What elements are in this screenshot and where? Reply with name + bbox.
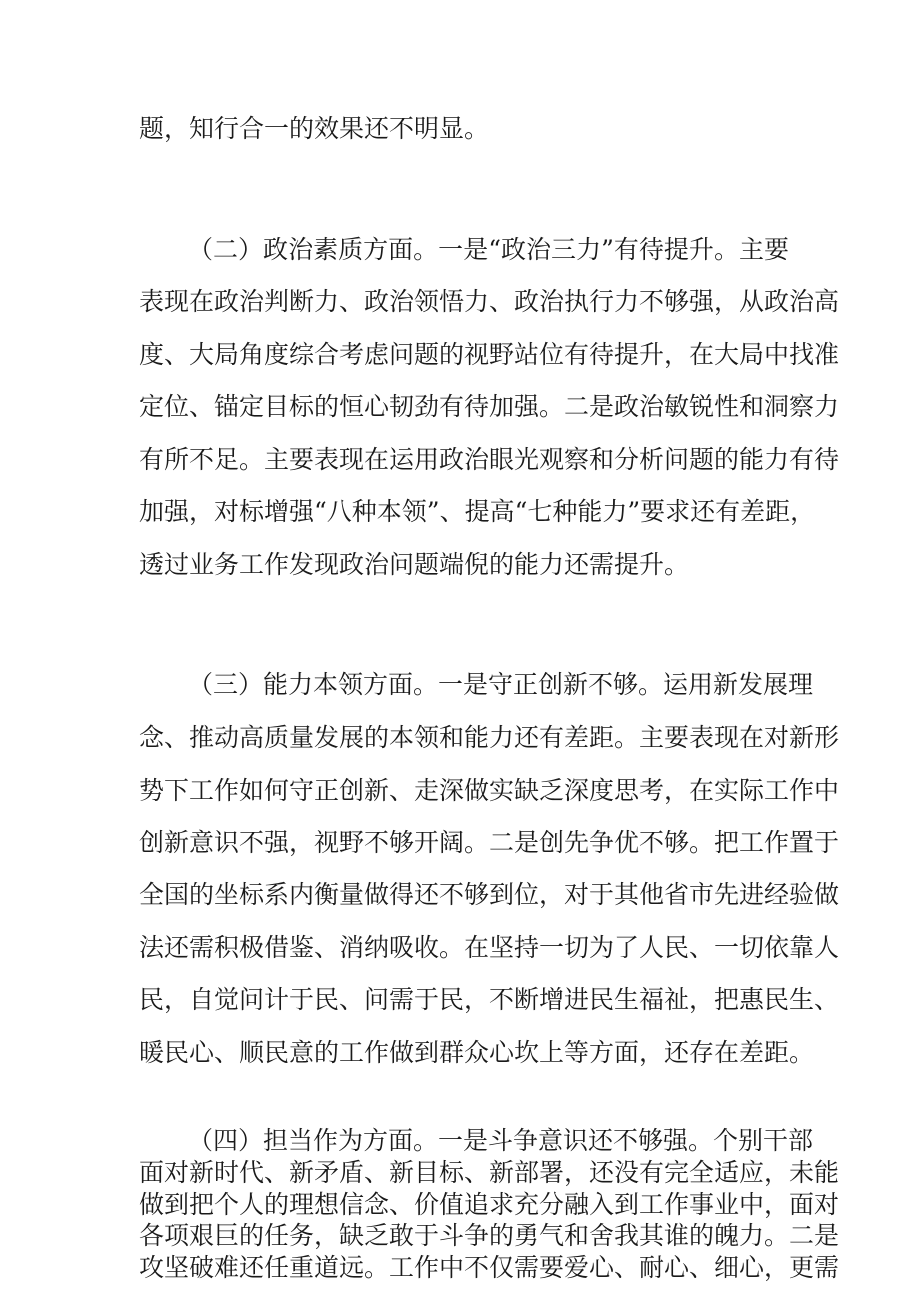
paragraph-3-line-8: 暖民心、顺民意的工作做到群众心坎上等方面，还存在差距。: [139, 1038, 815, 1067]
paragraph-3-line-4: 创新意识不强，视野不够开阔。二是创先争优不够。把工作置于: [139, 828, 840, 857]
paragraph-4-line-2: 面对新时代、新矛盾、新目标、新部署，还没有完全适应，未能: [139, 1158, 840, 1187]
paragraph-4-line-1: （四）担当作为方面。一是斗争意识还不够强。个别干部: [188, 1126, 814, 1155]
paragraph-2-line-4: 定位、锚定目标的恒心韧劲有待加强。二是政治敏锐性和洞察力: [139, 392, 840, 421]
paragraph-4-line-5: 攻坚破难还任重道远。工作中不仅需要爱心、耐心、细心，更需: [139, 1253, 840, 1282]
paragraph-3-line-1: （三）能力本领方面。一是守正创新不够。运用新发展理: [188, 670, 814, 699]
paragraph-2-line-7: 透过业务工作发现政治问题端倪的能力还需提升。: [139, 550, 690, 579]
paragraph-3-line-5: 全国的坐标系内衡量做得还不够到位，对于其他省市先进经验做: [139, 880, 840, 909]
paragraph-3-line-7: 民，自觉问计于民、问需于民，不断增进民生福祉，把惠民生、: [139, 985, 840, 1014]
paragraph-4-line-3: 做到把个人的理想信念、价值追求充分融入到工作事业中，面对: [139, 1190, 840, 1219]
paragraph-3-line-2: 念、推动高质量发展的本领和能力还有差距。主要表现在对新形: [139, 723, 840, 752]
paragraph-2-line-3: 度、大局角度综合考虑问题的视野站位有待提升，在大局中找准: [139, 340, 840, 369]
paragraph-2-line-2: 表现在政治判断力、政治领悟力、政治执行力不够强，从政治高: [139, 287, 840, 316]
paragraph-2-line-1: （二）政治素质方面。一是“政治三力”有待提升。主要: [188, 235, 789, 264]
paragraph-4-line-4: 各项艰巨的任务，缺乏敢于斗争的勇气和舍我其谁的魄力。二是: [139, 1221, 840, 1250]
paragraph-2-line-6: 加强，对标增强“八种本领”、提高“七种能力”要求还有差距，: [139, 497, 816, 526]
paragraph-3-line-3: 势下工作如何守正创新、走深做实缺乏深度思考，在实际工作中: [139, 776, 840, 805]
paragraph-1-line-1: 题，知行合一的效果还不明显。: [139, 114, 490, 143]
paragraph-3-line-6: 法还需积极借鉴、消纳吸收。在坚持一切为了人民、一切依靠人: [139, 933, 840, 962]
paragraph-2-line-5: 有所不足。主要表现在运用政治眼光观察和分析问题的能力有待: [139, 445, 840, 474]
